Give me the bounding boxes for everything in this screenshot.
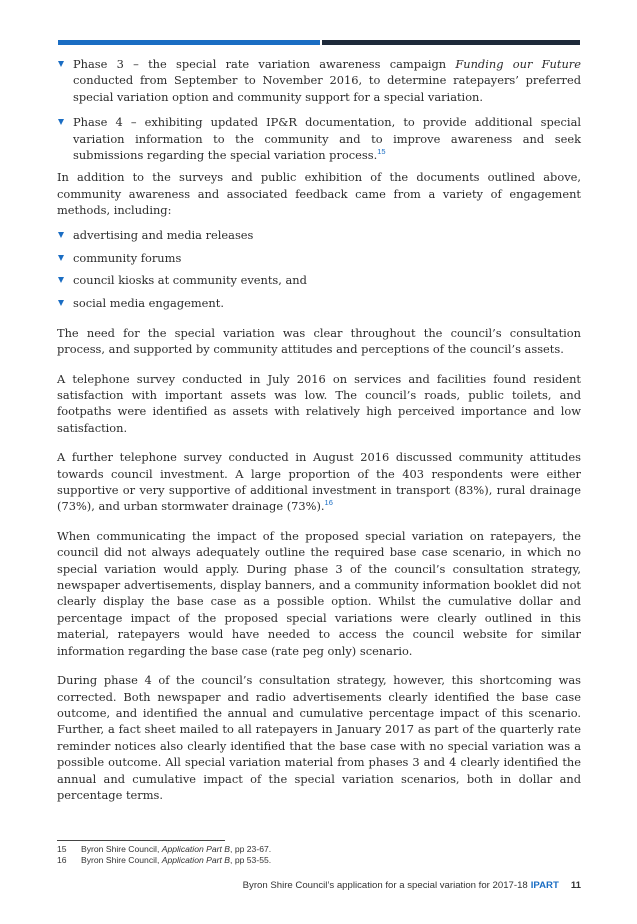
phase-3-text-cont: conducted from September to November 2016, to determine ratepayers’ preferred special variation option and community support for a special variation. — [73, 73, 581, 104]
bullet-triangle-icon — [58, 277, 64, 283]
list-item — [57, 250, 581, 266]
paragraph-text: During phase 4 of the council’s consultation strategy, however, this shortcoming was corrected. Both newspaper and radio advertisements clearly identified the base case outcome, and identified the annual and cumulative percentage impact of this scenario. Further, a fact sheet mailed to all ratepayers in January 2017 as part of the quarterly rate reminder notices also clearly identified that the base case with no special variation was a possible outcome. All special variation material from phases 3 and 4 clearly identified the annual and cumulative impact of the special variation scenarios, both in dollar and percentage terms. — [57, 673, 581, 802]
engagement-methods-list — [57, 227, 581, 312]
paragraph-text: A further telephone survey conducted in August 2016 discussed community attitudes towards council investment. A large proportion of the 403 respondents were either supportive or very supportive of additional investment in transport (83%), rural drainage (73%), and urban stormwater drainage (73%). — [57, 450, 581, 514]
list-item — [57, 295, 581, 311]
body-paragraph — [57, 449, 581, 515]
footnotes — [57, 844, 577, 866]
method-text: community forums — [73, 250, 182, 265]
footnote-number: 15 — [57, 844, 67, 854]
method-text: advertising and media releases — [73, 227, 254, 242]
body-paragraph — [57, 325, 581, 358]
method-text: council kiosks at community events, and — [73, 273, 307, 288]
bullet-triangle-icon — [58, 119, 64, 125]
intro-paragraph: In addition to the surveys and public exhibition of the documents outlined above, community awareness and associated feedback came from a variety of engagement methods, including: — [57, 170, 581, 218]
list-item — [57, 272, 581, 288]
footnote-ref: 15 — [377, 147, 386, 157]
list-item — [57, 56, 581, 105]
bullet-triangle-icon — [58, 300, 64, 306]
footnote-ref: 16 — [324, 498, 333, 508]
campaign-title: Funding our Future — [455, 57, 581, 71]
list-item — [57, 227, 581, 243]
header-rule-blue — [58, 40, 320, 45]
footnote-text: Byron Shire Council, — [81, 855, 162, 866]
footnote-pages: , pp 53-55. — [230, 855, 272, 866]
body-paragraph — [57, 672, 581, 803]
footnote-divider — [57, 840, 225, 841]
header-rule — [58, 40, 580, 45]
footer-title: Byron Shire Council’s application for a special variation for 2017-18 — [242, 880, 528, 891]
page-number: 11 — [570, 880, 581, 891]
phase-4-text: Phase 4 – exhibiting updated IP&R documentation, to provide additional special variation information to the community and to improve awareness and seek submissions regarding the special variation process. — [73, 115, 581, 163]
method-text: social media engagement. — [73, 296, 224, 311]
ipart-brand: IPART — [530, 880, 559, 891]
footnote — [57, 844, 577, 855]
paragraph-text: The need for the special variation was clear throughout the council’s consultation process, and supported by community attitudes and perceptions of the council’s assets. — [57, 325, 581, 357]
bullet-triangle-icon — [58, 232, 64, 238]
page-footer — [243, 880, 581, 891]
footnote — [57, 855, 577, 866]
phase-list — [57, 56, 581, 163]
list-item — [57, 114, 581, 163]
header-rule-dark — [322, 40, 580, 45]
body-paragraph — [57, 528, 581, 659]
footnote-number: 16 — [57, 855, 67, 866]
footnote-text: Byron Shire Council, — [81, 844, 162, 854]
footnote-pages: , pp 23-67. — [230, 844, 272, 854]
paragraph-text: When communicating the impact of the proposed special variation on ratepayers, the council did not always adequately outline the required base case scenario, in which no special variation would apply. During phase 3 of the council’s consultation strategy, newspaper advertisements, display banners, and a community information booklet did not clearly display the base case as a possible option. Whilst the cumulative dollar and percentage impact of the proposed special variations were clearly outlined in this material, ratepayers would have needed to access the council website for similar information regarding the base case (rate peg only) scenario. — [57, 528, 581, 658]
body-paragraph — [57, 371, 581, 437]
body-content — [57, 56, 581, 803]
bullet-triangle-icon — [58, 61, 64, 67]
footnote-source: Application Part B — [161, 844, 231, 854]
paragraph-text: A telephone survey conducted in July 2016 on services and facilities found resident satisfaction with important assets was low. The council’s roads, public toilets, and footpaths were identified as assets with relatively high perceived importance and low satisfaction. — [57, 371, 581, 435]
phase-3-text: Phase 3 – the special rate variation awareness campaign — [73, 57, 456, 71]
bullet-triangle-icon — [58, 255, 64, 261]
footnote-source: Application Part B — [161, 855, 231, 866]
